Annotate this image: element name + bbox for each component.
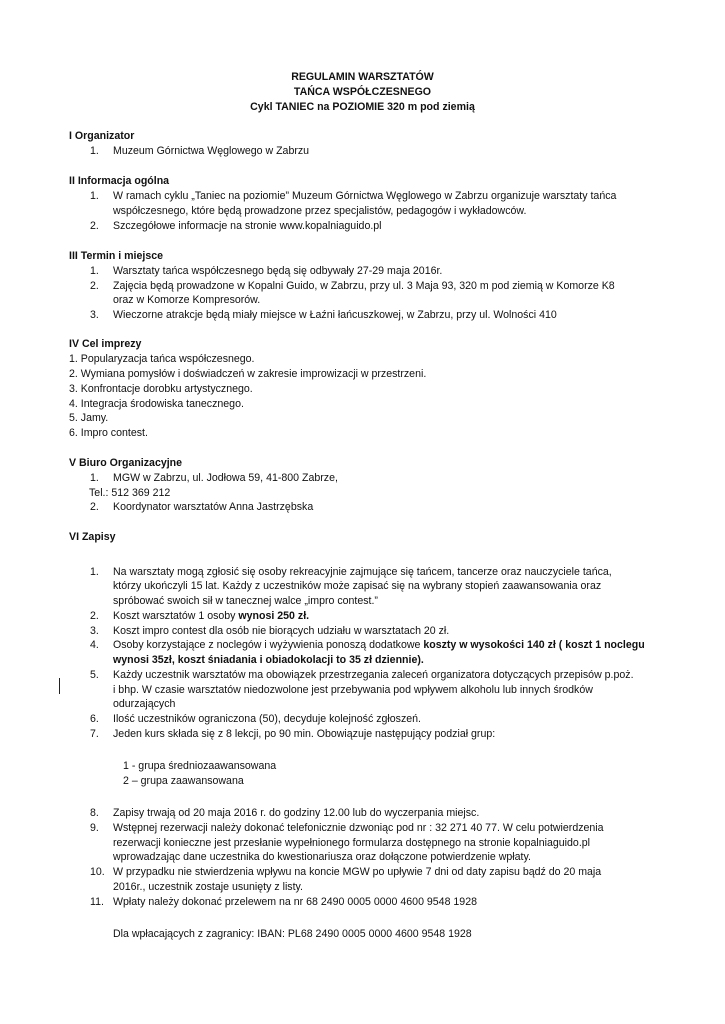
list-item: 6. Impro contest. [69,427,148,439]
doc-title-line-3: Cykl TANIEC na POZIOMIE 320 m pod ziemią [250,101,475,113]
list-item-continuation: wprowadzając dane uczestnika do kwestionariusza oraz dołączone potwierdzenie wpłaty. [113,851,531,863]
list-item: MGW w Zabrzu, ul. Jodłowa 59, 41-800 Zabrze, [113,472,338,484]
cost-text: Koszt warsztatów 1 osoby [113,610,239,622]
list-item: W ramach cyklu „Taniec na poziomie” Muzeum Górnictwa Węglowego w Zabrzu organizuje warsztaty tańca [113,190,617,202]
accommodation-cost: koszty w wysokości 140 zł ( koszt 1 noclegu [423,639,645,651]
doc-title-line-2: TAŃCA WSPÓŁCZESNEGO [293,86,432,98]
list-item: 1. Popularyzacja tańca współczesnego. [69,353,255,365]
list-item: Koordynator warsztatów Anna Jastrzębska [113,501,314,513]
list-number: 1. [90,145,99,157]
list-item: Warsztaty tańca współczesnego będą się odbywały 27-29 maja 2016r. [113,265,443,277]
list-item: Na warsztaty mogą zgłosić się osoby rekreacyjnie zajmujące się tańcem, tancerze oraz nauczyciele tańca, [113,566,612,578]
list-item: 5. Jamy. [69,412,109,424]
list-number: 1. [90,190,99,202]
list-item-continuation: odurzających [113,698,176,710]
list-item-continuation: rezerwacji konieczne jest przesłanie wypełnionego formularza dostępnego na stronie kopalniaguido.pl [113,837,591,849]
list-item: Zajęcia będą prowadzone w Kopalni Guido, w Zabrzu, przy ul. 3 Maja 93, 320 m pod ziemią w Komorze K8 [113,280,615,292]
list-item: Ilość uczestników ograniczona (50), decyduje kolejność zgłoszeń. [113,713,421,725]
list-number: 1. [90,265,99,277]
doc-title-line-1: REGULAMIN WARSZTATÓW [291,71,434,83]
list-number: 8. [90,807,99,819]
list-item: 3. Konfrontacje dorobku artystycznego. [69,383,253,395]
accommodation-text: Osoby korzystające z noclegów i wyżywienia ponoszą dodatkowe [113,639,424,651]
list-number: 4. [90,639,99,651]
section-2-heading: II Informacja ogólna [69,175,170,187]
group-item: 1 - grupa średniozaawansowana [123,760,277,772]
section-4-heading: IV Cel imprezy [69,338,142,350]
list-item: Jeden kurs składa się z 8 lekcji, po 90 min. Obowiązuje następujący podział grup: [113,728,496,740]
list-number: 3. [90,309,99,321]
list-item-continuation: i bhp. W czasie warsztatów niedozwolone jest przebywania pod wpływem alkoholu lub innych środków [113,684,593,696]
list-item-continuation: spróbować swoich sił w tanecznej walce „impro contest.” [113,595,378,607]
list-number: 1. [90,566,99,578]
list-item: Wieczorne atrakcje będą miały miejsce w Łaźni łańcuszkowej, w Zabrzu, przy ul. Wolności 410 [113,309,557,321]
list-item: Muzeum Górnictwa Węglowego w Zabrzu [113,145,310,157]
list-item: Wpłaty należy dokonać przelewem na nr 68 2490 0005 0000 4600 9548 1928 [113,896,477,908]
list-item: Szczegółowe informacje na stronie www.kopalniaguido.pl [113,220,382,232]
list-number: 2. [90,501,99,513]
list-number: 2. [90,220,99,232]
list-number: 2. [90,610,99,622]
list-number: 5. [90,669,99,681]
list-item: Każdy uczestnik warsztatów ma obowiązek przestrzegania zaleceń organizatora dotyczących przepisów p.poż. [113,669,634,681]
list-item: Wstępnej rezerwacji należy dokonać telefonicznie dzwoniąc pod nr : 32 271 40 77. W celu potwierdzenia [113,822,604,834]
list-number: 3. [90,625,99,637]
section-6-heading: VI Zapisy [69,531,116,543]
accommodation-cost-details: wynosi 35zł, koszt śniadania i obiadokolacji to 35 zł dziennie). [113,654,424,666]
list-number: 10. [90,866,105,878]
list-item: 4. Integracja środowiska tanecznego. [69,398,244,410]
list-item-continuation: współczesnego, które będą prowadzone przez specjalistów, pedagogów i wykładowców. [113,205,527,217]
section-3-heading: III Termin i miejsce [69,250,164,262]
list-item: Koszt impro contest dla osób nie biorących udziału w warsztatach 20 zł. [113,625,450,637]
list-number: 6. [90,713,99,725]
cost-amount: wynosi 250 zł. [238,610,310,622]
group-item: 2 – grupa zaawansowana [123,775,244,787]
list-item-continuation: oraz w Komorze Kompresorów. [113,294,261,306]
foreign-payment-line: Dla wpłacających z zagranicy: IBAN: PL68 2490 0005 0000 4600 9548 1928 [113,928,472,940]
list-item [113,609,309,624]
section-5-heading: V Biuro Organizacyjne [69,457,183,469]
list-item: Zapisy trwają od 20 maja 2016 r. do godziny 12.00 lub do wyczerpania miejsc. [113,807,480,819]
list-number: 1. [90,472,99,484]
list-number: 7. [90,728,99,740]
list-item-continuation [113,653,424,668]
list-item-continuation: 2016r., uczestnik zostaje usunięty z listy. [113,881,303,893]
text-cursor [59,678,60,694]
list-item [113,638,645,653]
phone-line: Tel.: 512 369 212 [89,487,171,499]
list-number: 2. [90,280,99,292]
list-item-continuation: którzy ukończyli 15 lat. Każdy z uczestników może zapisać się na wybrany stopień zaawansowania oraz [113,580,602,592]
list-item: W przypadku nie stwierdzenia wpływu na koncie MGW po upływie 7 dni od daty zapisu bądź do 20 maja [113,866,602,878]
section-1-heading: I Organizator [69,130,135,142]
list-item: 2. Wymiana pomysłów i doświadczeń w zakresie improwizacji w przestrzeni. [69,368,427,380]
list-number: 11. [90,896,104,908]
list-number: 9. [90,822,99,834]
